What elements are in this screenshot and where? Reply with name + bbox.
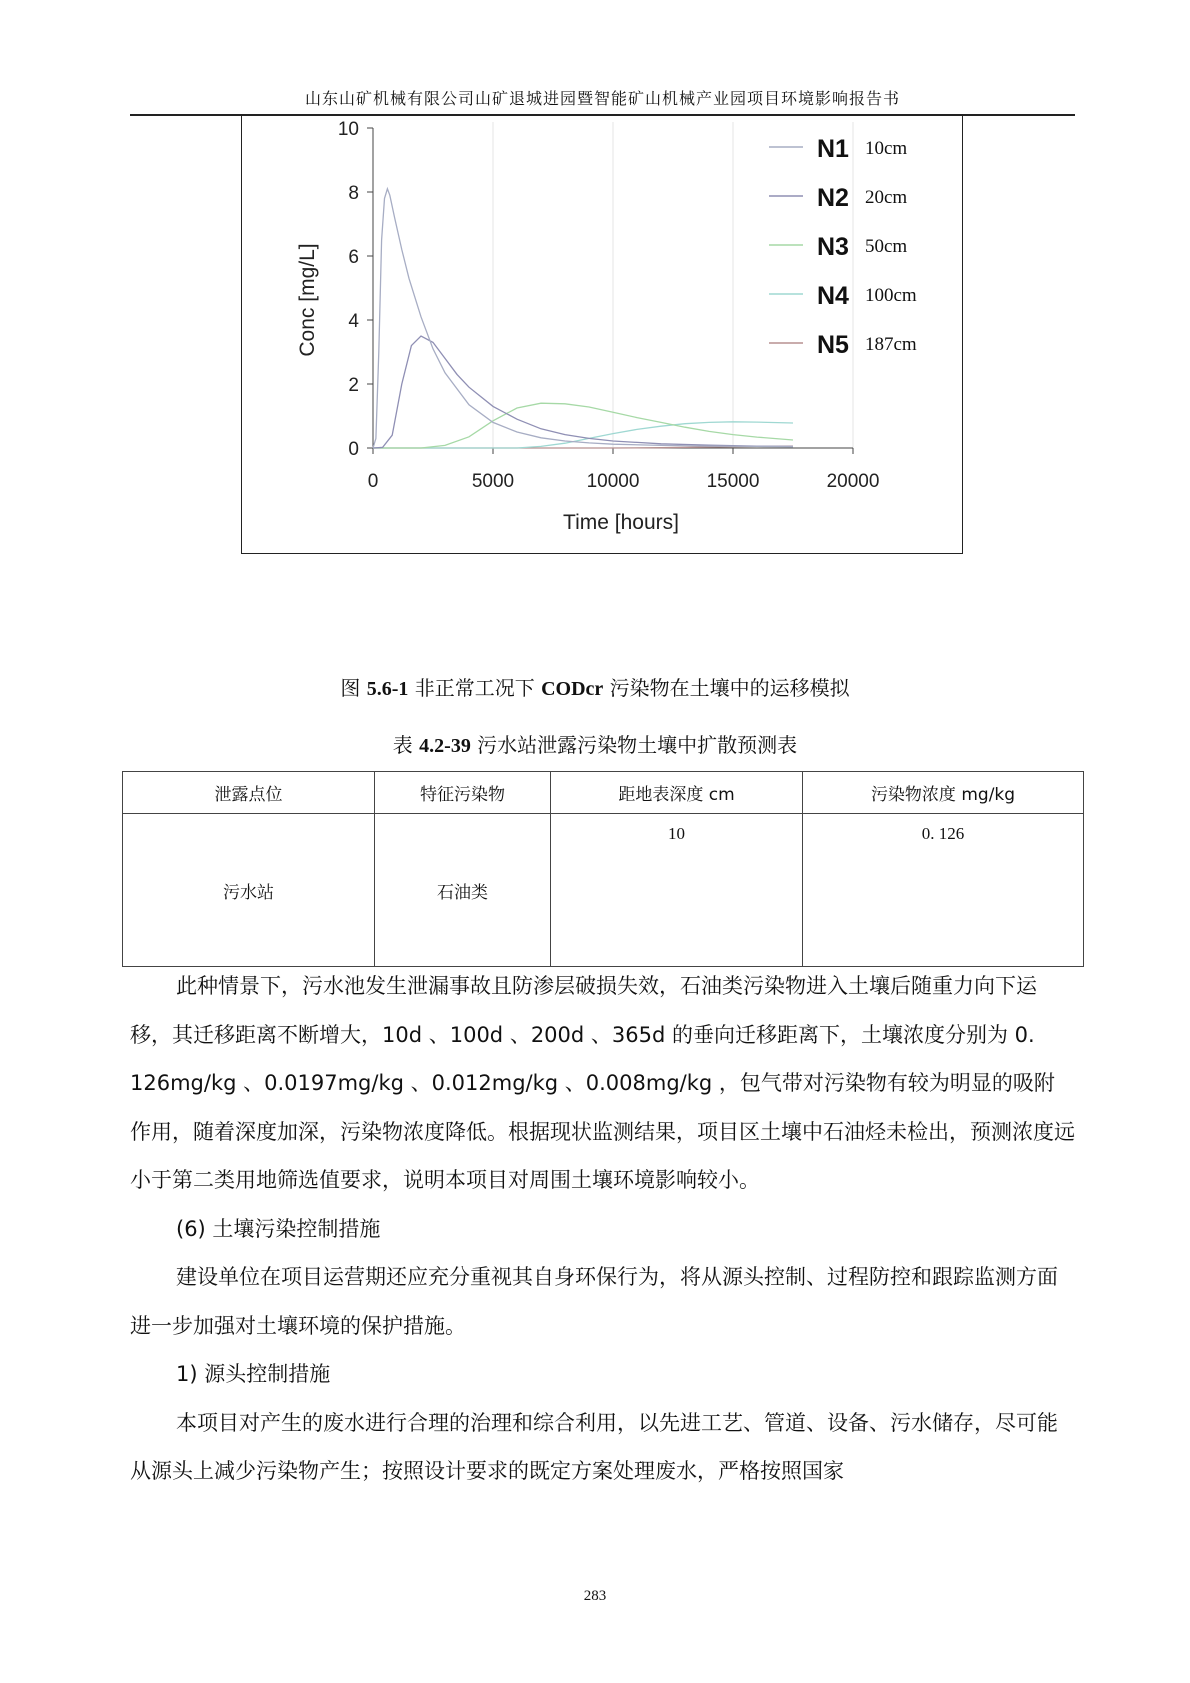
table-header-cell: 泄露点位 (123, 772, 375, 814)
figure-caption (0, 672, 1190, 701)
legend-depth: 10cm (865, 138, 908, 159)
paragraph: 本项目对产生的废水进行合理的治理和综合利用，以先进工艺、管道、设备、污水储存，尽可能从源头上减少污染物产生；按照设计要求的既定方案处理废水，严格按照国家 (130, 1410, 1058, 1483)
paragraph: 建设单位在项目运营期还应充分重视其自身环保行为，将从源头控制、过程防控和跟踪监测方面进一步加强对土壤环境的保护措施。 (130, 1265, 1058, 1338)
x-tick-label: 0 (367, 471, 379, 492)
series-line-n2 (373, 336, 793, 448)
table-header-cell: 污染物浓度 mg/kg (803, 772, 1084, 814)
series-line-n4 (373, 422, 793, 448)
figure-caption-code: CODcr (541, 678, 604, 700)
paragraph: 此种情景下，污水池发生泄漏事故且防渗层破损失效，石油类污染物进入土壤后随重力向下运移，其迁移距离不断增大，10d 、100d 、200d 、365d 的垂向迁移距离下，土壤浓度分别为 0. 126mg/kg 、0.0197mg/kg 、0.012mg/kg 、0.008mg/kg ，包气带对污染物有较为明显的吸附作用，随着深度加深，污染物浓度降低。根据现状监测结果，项目区土壤中石油烃未检出，预测浓度远小于第二类用地筛选值要求，说明本项目对周围土壤环境影响较小。 (130, 974, 1075, 1192)
figure-number: 5.6-1 (366, 678, 409, 700)
cell-point: 污水站 (123, 814, 375, 967)
table-header-row (123, 772, 1084, 814)
y-axis-label: Conc [mg/L] (296, 243, 319, 357)
body-text (130, 962, 1075, 1496)
figure-caption-text-before: 非正常工况下 (408, 676, 542, 700)
table-number: 4.2-39 (419, 735, 471, 757)
legend-label: N2 (817, 184, 849, 212)
concentration-chart (242, 114, 964, 554)
legend-depth: 50cm (865, 236, 908, 257)
cell-depth: 10 (551, 814, 803, 967)
running-header: 山东山矿机械有限公司山矿退城进园暨智能矿山机械产业园项目环境影响报告书 (304, 89, 900, 108)
legend-label: N4 (817, 282, 849, 310)
section-heading: (6) 土壤污染控制措施 (176, 1216, 381, 1241)
legend-label: N5 (817, 331, 849, 359)
legend-label: N3 (817, 233, 849, 261)
legend-depth: 100cm (865, 285, 917, 306)
subsection-heading: 1) 源头控制措施 (176, 1362, 331, 1386)
chart-frame (241, 114, 963, 554)
legend-depth: 187cm (865, 334, 917, 355)
x-tick-label: 5000 (471, 471, 515, 492)
y-tick-label: 2 (348, 375, 359, 396)
legend-depth: 20cm (865, 187, 908, 208)
figure-caption-prefix: 图 (340, 676, 367, 700)
y-tick-label: 8 (348, 183, 359, 204)
cell-pollutant: 石油类 (375, 814, 551, 967)
series-line-n3 (373, 403, 793, 448)
legend-label: N1 (817, 135, 849, 163)
y-tick-label: 4 (348, 311, 359, 332)
diffusion-prediction-table (122, 771, 1084, 967)
x-tick-label: 10000 (586, 471, 640, 492)
y-tick-label: 6 (348, 247, 359, 268)
figure-caption-text-after: 污染物在土壤中的运移模拟 (603, 676, 850, 700)
table-header-cell: 特征污染物 (375, 772, 551, 814)
x-tick-label: 15000 (706, 471, 760, 492)
y-tick-label: 10 (337, 119, 359, 140)
x-tick-label: 20000 (826, 471, 880, 492)
table-caption-prefix: 表 (392, 733, 420, 757)
cell-concentration: 0. 126 (803, 814, 1084, 967)
table-caption-text: 污水站泄露污染物土壤中扩散预测表 (470, 733, 798, 757)
table-header-cell: 距地表深度 cm (551, 772, 803, 814)
table-caption (0, 729, 1190, 758)
y-tick-label: 0 (348, 439, 359, 460)
page-number: 283 (583, 1588, 607, 1604)
series-line-n1 (373, 189, 793, 448)
table-row (123, 814, 1084, 967)
x-axis-label: Time [hours] (563, 511, 679, 534)
